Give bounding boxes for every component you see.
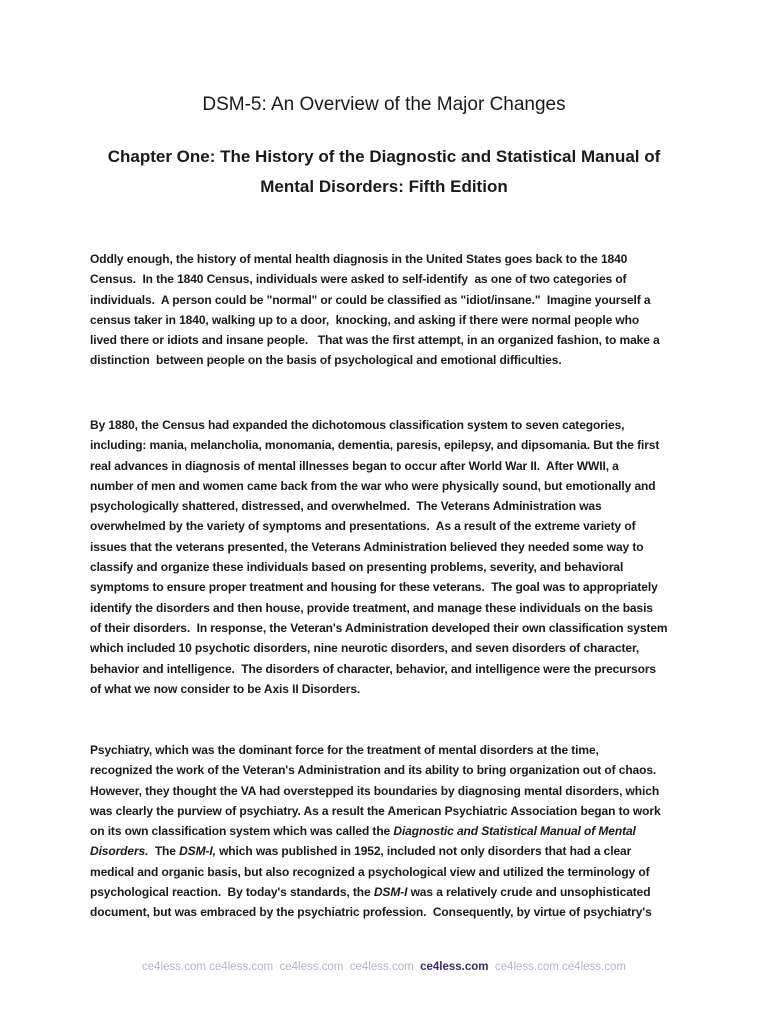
italic-title: DSM-I, bbox=[179, 844, 216, 859]
chapter-heading-line-1: Chapter One: The History of the Diagnostic and Statistical Manual of bbox=[107, 147, 661, 166]
text-line: Oddly enough, the history of mental health diagnosis in the United States goes back to the 1840 bbox=[90, 252, 628, 266]
text-line: psychologically shattered, distressed, and overwhelmed. The Veterans Administration was bbox=[90, 499, 602, 514]
watermark-link[interactable]: ce4less.com bbox=[279, 961, 344, 973]
text-line: medical and organic basis, but also recognized a psychological view and utilized the terminology of bbox=[90, 864, 650, 879]
text-line: number of men and women came back from the war who were physically sound, but emotionally and bbox=[90, 478, 656, 493]
watermark-link[interactable]: ce4less.com bbox=[562, 961, 626, 973]
text-line: recognized the work of the Veteran's Administration and its ability to bring organization out of chaos. bbox=[90, 763, 657, 778]
text-segment: The bbox=[148, 844, 180, 859]
text-line bbox=[90, 841, 682, 861]
watermark-footer bbox=[0, 961, 768, 973]
text-line: issues that the veterans presented, the Veterans Administration believed they needed some way to bbox=[90, 539, 644, 554]
text-line: overwhelmed by the variety of symptoms and presentations. As a result of the extreme variety of bbox=[90, 519, 636, 534]
text-line: document, but was embraced by the psychiatric profession. Consequently, by virtue of psychiatry's bbox=[90, 905, 652, 920]
text-line: real advances in diagnosis of mental illnesses began to occur after World War II. After WWII, a bbox=[90, 458, 619, 473]
paragraph-psychiatry-dsm bbox=[90, 740, 682, 923]
text-segment: was a relatively crude and unsophisticated bbox=[407, 885, 651, 900]
watermark-link[interactable]: ce4less.com bbox=[349, 961, 414, 973]
text-line: By 1880, the Census had expanded the dichotomous classification system to seven categories, bbox=[90, 418, 625, 432]
italic-title: DSM-I bbox=[373, 885, 408, 900]
text-line: distinction between people on the basis of psychological and emotional difficulties. bbox=[90, 353, 562, 368]
text-line: lived there or idiots and insane people. That was the first attempt, in an organized fashion, to make a bbox=[90, 333, 660, 348]
chapter-heading bbox=[80, 142, 688, 202]
text-segment: psychological reaction. By today's standards, the bbox=[90, 885, 374, 900]
text-line: symptoms to ensure proper treatment and housing for these veterans. The goal was to appropriately bbox=[90, 580, 658, 595]
chapter-heading-line-2: Mental Disorders: Fifth Edition bbox=[260, 177, 508, 196]
text-line: which included 10 psychotic disorders, nine neurotic disorders, and seven disorders of character, bbox=[90, 641, 640, 656]
text-line: was clearly the purview of psychiatry. As a result the American Psychiatric Association began to work bbox=[90, 803, 661, 818]
text-line: classify and organize these individuals based on presenting problems, severity, and behavioral bbox=[90, 560, 624, 575]
text-line: Psychiatry, which was the dominant force for the treatment of mental disorders at the time, bbox=[90, 743, 599, 757]
text-line: However, they thought the VA had overstepped its boundaries by diagnosing mental disorders, which bbox=[90, 783, 660, 798]
watermark-link[interactable]: ce4less.com bbox=[494, 961, 559, 973]
text-line: Census. In the 1840 Census, individuals were asked to self-identify as one of two categories of bbox=[90, 272, 627, 287]
text-line: of what we now consider to be Axis II Disorders. bbox=[90, 681, 361, 696]
paragraph-veterans-administration bbox=[90, 415, 682, 699]
watermark-link[interactable]: ce4less.com bbox=[142, 961, 206, 973]
text-line: individuals. A person could be "normal" or could be classified as "idiot/insane." Imagine yourself a bbox=[90, 292, 651, 307]
text-line: census taker in 1840, walking up to a door, knocking, and asking if there were normal people who bbox=[90, 312, 640, 327]
watermark-link-highlight[interactable]: ce4less.com bbox=[420, 961, 489, 973]
text-line bbox=[90, 882, 682, 902]
text-line bbox=[90, 821, 682, 841]
paragraph-census-history bbox=[90, 249, 682, 371]
italic-title: Disorders. bbox=[90, 844, 149, 859]
text-line: of their disorders. In response, the Veteran's Administration developed their own classification system bbox=[90, 620, 668, 635]
page-title: DSM-5: An Overview of the Major Changes bbox=[202, 94, 566, 115]
text-line: including: mania, melancholia, monomania, dementia, paresis, epilepsy, and dipsomania. But the first bbox=[90, 438, 660, 453]
text-segment: on its own classification system which was called the bbox=[90, 824, 394, 839]
text-line: identify the disorders and then house, provide treatment, and manage these individuals on the basis bbox=[90, 600, 653, 615]
watermark-link[interactable]: ce4less.com bbox=[209, 961, 274, 973]
text-segment: which was published in 1952, included not only disorders that had a clear bbox=[215, 844, 632, 859]
italic-title: Diagnostic and Statistical Manual of Mental bbox=[393, 824, 636, 839]
text-line: behavior and intelligence. The disorders of character, behavior, and intelligence were the precursors bbox=[90, 661, 656, 676]
